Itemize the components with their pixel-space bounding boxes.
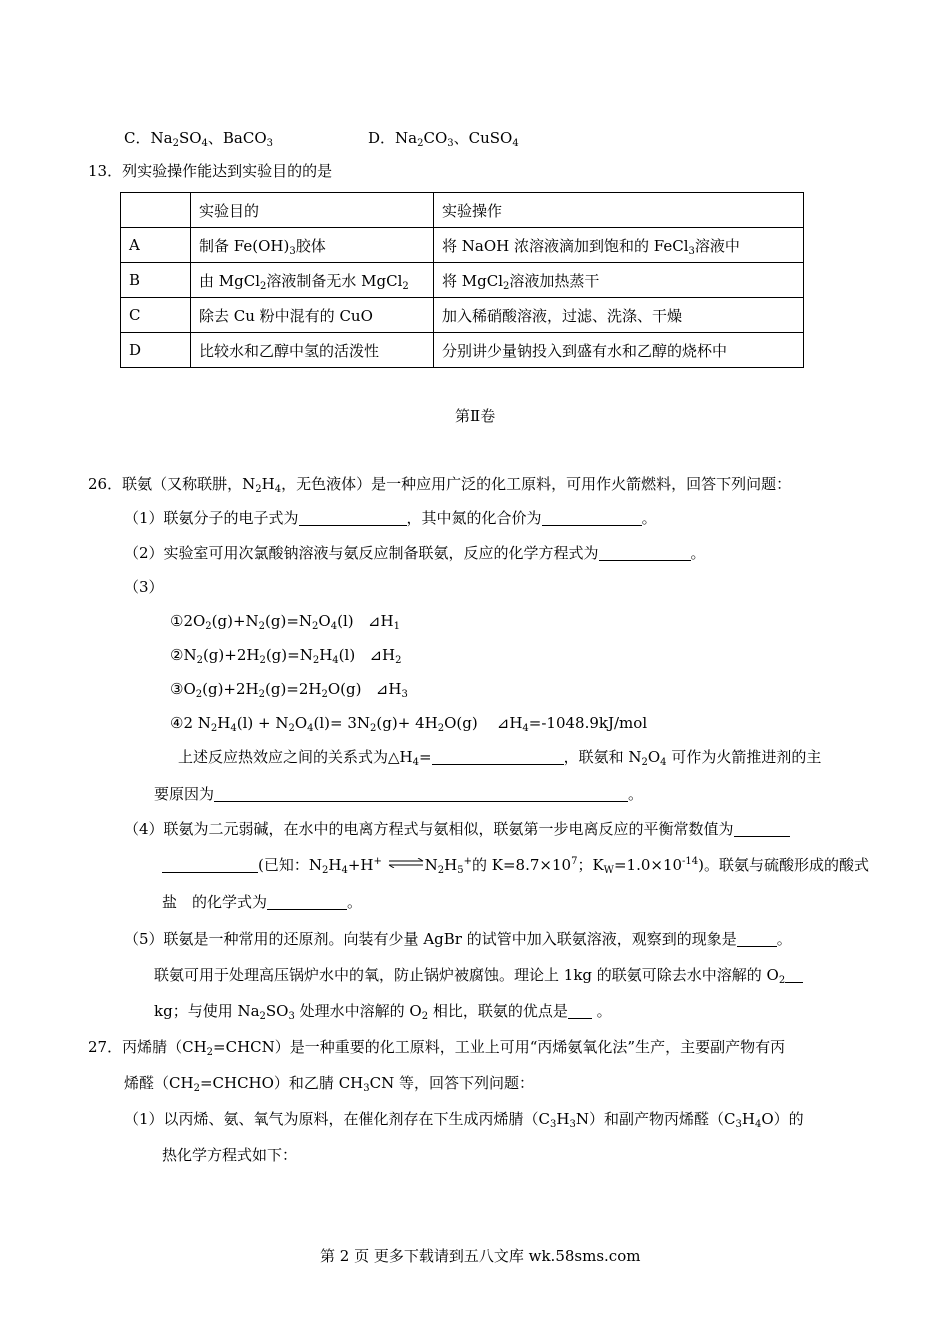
q26-part4-salt: 盐 的化学式为 。 xyxy=(162,893,363,911)
q26-part3-label: （3） xyxy=(124,578,164,596)
equation-3: $③O_2(g)+2H_2(g)=2H_2O(g)$ $⊿H_3$ xyxy=(170,680,408,700)
q12-option-d: D．$Na_2CO_3$、CuSO$_4$ xyxy=(368,129,519,149)
q26-part3-relation: 上述反应热效应之间的关系式为$\triangle H_4=$ ，联氨和 $N_2O_4$ 可作为火箭推进剂的主 xyxy=(178,748,822,768)
q27-part1-cont: 热化学方程式如下： xyxy=(162,1146,298,1164)
equilibrium-arrow-icon xyxy=(387,858,425,868)
table-row xyxy=(121,298,804,333)
page-footer: 第 2 页 更多下载请到五八文库 wk.58sms.com xyxy=(320,1247,641,1265)
q27-part1: （1）以丙烯、氨、氧气为原料，在催化剂存在下生成丙烯腈$(C_3H_3N)$和副产物丙烯醛$(C_3H_4O)$的 xyxy=(124,1110,804,1130)
equation-4: ④2 $N_2H_4(l) + N_2O_4(l)= 3N_2(g)+ 4H_2O(g)$ $⊿H_4=-1048.9kJ$/mol xyxy=(170,714,648,734)
row-operation: 将 NaOH 浓溶液滴加到饱和的 FeCl$_3$溶液中 xyxy=(434,228,804,263)
q13-stem: 13．列实验操作能达到实验目的的是 xyxy=(88,162,333,180)
row-purpose: 除去 Cu 粉中混有的 CuO xyxy=(191,298,434,333)
table-row xyxy=(121,228,804,263)
equation-2: $②N_2(g)+2H_2(g)=N_2H_4(l)$ $⊿H_2$ xyxy=(170,646,402,666)
row-label: A xyxy=(121,228,191,263)
q27-stem: 27．丙烯腈$(CH_2=CHCN)$是一种重要的化工原料，工业上可用“丙烯氨氧化法”生产，主要副产物有丙 xyxy=(88,1038,786,1058)
q26-part1: （1）联氨分子的电子式为 ，其中氮的化合价为 。 xyxy=(124,509,657,527)
row-purpose: 由 MgCl$_2$溶液制备无水 MgCl$_2$ xyxy=(191,263,434,298)
q27-stem-cont: 烯醛$(CH_2=CHCHO)$和乙腈 $CH_3CN$ 等，回答下列问题： xyxy=(124,1074,534,1094)
q13-table xyxy=(120,192,804,368)
table-row xyxy=(121,333,804,368)
q26-part5-advantage: kg；与使用 $Na_2SO_3$ 处理水中溶解的 $O_2$ 相比，联氨的优点是 。 xyxy=(154,1002,612,1022)
row-label: D xyxy=(121,333,191,368)
row-purpose: 制备 $Fe(OH)_3$胶体 xyxy=(191,228,434,263)
q26-part5-oxygen: 联氨可用于处理高压锅炉水中的氧，防止锅炉被腐蚀。理论上 1kg 的联氨可除去水中溶解的 $O_2$ xyxy=(154,965,803,985)
q26-part5: （5）联氨是一种常用的还原剂。向装有少量 AgBr 的试管中加入联氨溶液，观察到的现象是 。 xyxy=(124,930,792,948)
row-label: B xyxy=(121,263,191,298)
table-row xyxy=(121,263,804,298)
table-header-cell: 实验操作 xyxy=(434,193,804,228)
row-operation: 加入稀硝酸溶液，过滤、洗涤、干燥 xyxy=(434,298,804,333)
row-label: C xyxy=(121,298,191,333)
q26-part2: （2）实验室可用次氯酸钠溶液与氨反应制备联氨，反应的化学方程式为 。 xyxy=(124,544,706,562)
table-header-cell: 实验目的 xyxy=(191,193,434,228)
section-title: 第Ⅱ卷 xyxy=(455,407,496,425)
q26-stem: 26．联氨（又称联肼，$N_2H_4$，无色液体）是一种应用广泛的化工原料，可用作火箭燃料，回答下列问题： xyxy=(88,475,792,495)
q26-part3-reason: 要原因为 。 xyxy=(154,785,644,803)
q12-option-c: C．$Na_2SO_4$、BaCO$_3$ xyxy=(124,129,274,149)
q26-part4: （4）联氨为二元弱碱，在水中的电离方程式与氨相似，联氨第一步电离反应的平衡常数值为 xyxy=(124,819,790,839)
row-purpose: 比较水和乙醇中氢的活泼性 xyxy=(191,333,434,368)
table-header-cell xyxy=(121,193,191,228)
table-header-row xyxy=(121,193,804,228)
row-operation: 分别讲少量钠投入到盛有水和乙醇的烧杯中 xyxy=(434,333,804,368)
row-operation: 将 MgCl$_2$溶液加热蒸干 xyxy=(434,263,804,298)
equation-1: $①2O_2(g)+N_2(g)=N_2O_4(l)$ $⊿H_1$ xyxy=(170,612,400,632)
q26-part4-known: (已知：$N_2H_4+H^+$ $N_2H_5^+$的 $K=8.7\times 10^7$；$K_W=1.0\times 10^{-14}$)。联氨与硫酸形成的酸式 xyxy=(162,855,869,875)
